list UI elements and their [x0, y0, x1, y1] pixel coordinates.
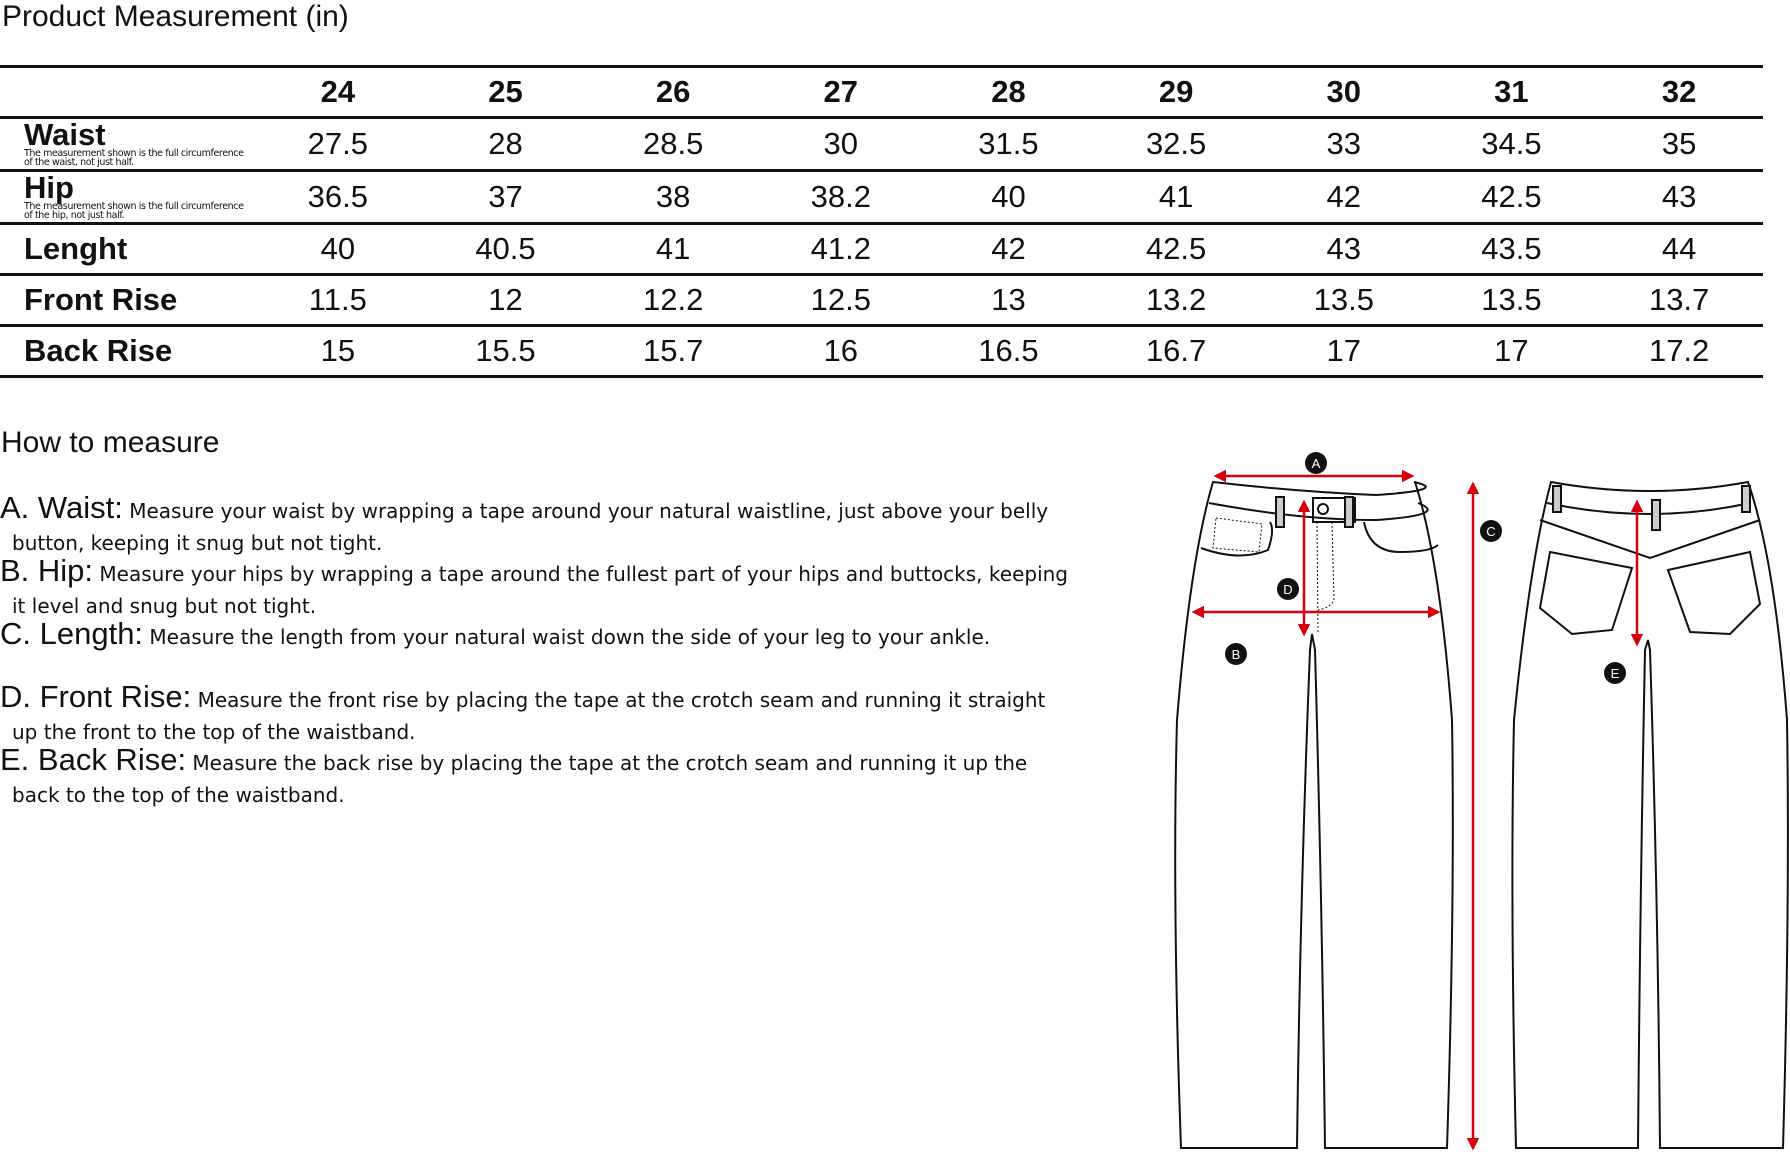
back-jeans	[1512, 482, 1788, 1148]
measurement-cell: 40.5	[422, 224, 590, 275]
marker-a-label: A	[1311, 456, 1321, 471]
row-label: Lenght	[24, 231, 128, 266]
measurement-cell: 42	[925, 224, 1093, 275]
measurement-cell: 31.5	[925, 118, 1093, 171]
measurement-cell: 17	[1428, 326, 1596, 377]
instruction-label: E. Back Rise:	[0, 742, 187, 777]
measurement-cell: 44	[1595, 224, 1763, 275]
instruction-text: Measure the length from your natural waist down the side of your leg to your ankle.	[149, 625, 991, 649]
instruction-text: Measure your hips by wrapping a tape around the fullest part of your hips and buttocks, keeping	[99, 562, 1068, 586]
row-note: The measurement shown is the full circumference of the waist, not just half.	[24, 148, 244, 168]
row-label: Hip	[24, 170, 74, 205]
measurement-cell: 41.2	[757, 224, 925, 275]
measurement-cell: 37	[422, 171, 590, 224]
measurement-cell: 13.5	[1260, 275, 1428, 326]
measurement-cell: 43	[1595, 171, 1763, 224]
marker-d-label: D	[1283, 582, 1293, 597]
instruction-text-cont: button, keeping it snug but not tight.	[12, 530, 383, 555]
size-header: 32	[1595, 67, 1763, 118]
measurement-cell: 16.7	[1092, 326, 1260, 377]
measurement-cell: 42	[1260, 171, 1428, 224]
measurement-cell: 11.5	[254, 275, 422, 326]
measurement-cell: 12	[422, 275, 590, 326]
measurement-cell: 13	[925, 275, 1093, 326]
measurement-cell: 32.5	[1092, 118, 1260, 171]
measurement-cell: 13.5	[1428, 275, 1596, 326]
row-label: Back Rise	[24, 333, 173, 368]
instruction-text-cont: it level and snug but not tight.	[12, 593, 317, 618]
measurement-cell: 40	[925, 171, 1093, 224]
front-jeans	[1175, 482, 1453, 1148]
instruction-text-cont: back to the top of the waistband.	[12, 782, 345, 807]
measurement-cell: 41	[1092, 171, 1260, 224]
how-to-heading: How to measure	[1, 426, 220, 459]
measurement-cell: 43	[1260, 224, 1428, 275]
size-header: 24	[254, 67, 422, 118]
measurement-cell: 13.2	[1092, 275, 1260, 326]
size-header: 28	[925, 67, 1093, 118]
size-header: 27	[757, 67, 925, 118]
marker-b-label: B	[1231, 647, 1241, 662]
row-label: Front Rise	[24, 282, 178, 317]
measurement-cell: 42.5	[1428, 171, 1596, 224]
measurement-cell: 33	[1260, 118, 1428, 171]
measurement-cell: 42.5	[1092, 224, 1260, 275]
measurement-cell: 28.5	[589, 118, 757, 171]
measurement-cell: 27.5	[254, 118, 422, 171]
size-header: 30	[1260, 67, 1428, 118]
size-header: 29	[1092, 67, 1260, 118]
measurement-cell: 15.5	[422, 326, 590, 377]
instruction-text: Measure the back rise by placing the tape at the crotch seam and running it up the	[192, 751, 1028, 775]
measurement-cell: 30	[757, 118, 925, 171]
measurement-cell: 40	[254, 224, 422, 275]
page-title: Product Measurement (in)	[2, 0, 349, 33]
measurement-cell: 35	[1595, 118, 1763, 171]
measure-arrows	[1194, 476, 1637, 1148]
measurement-cell: 13.7	[1595, 275, 1763, 326]
measurement-cell: 12.5	[757, 275, 925, 326]
instruction-text-cont: up the front to the top of the waistband.	[12, 719, 416, 744]
measurement-cell: 17	[1260, 326, 1428, 377]
row-label: Waist	[24, 117, 106, 152]
measurement-cell: 38.2	[757, 171, 925, 224]
row-note: The measurement shown is the full circumference of the hip, not just half.	[24, 201, 244, 221]
instruction-text: Measure the front rise by placing the tape at the crotch seam and running it straight	[197, 688, 1046, 712]
instruction-label: D. Front Rise:	[0, 679, 192, 714]
size-header: 26	[589, 67, 757, 118]
instruction-text: Measure your waist by wrapping a tape around your natural waistline, just above your belly	[129, 499, 1049, 523]
measurement-cell: 15.7	[589, 326, 757, 377]
size-header: 31	[1428, 67, 1596, 118]
size-header: 25	[422, 67, 590, 118]
measurement-cell: 34.5	[1428, 118, 1596, 171]
instruction-label: B. Hip:	[0, 553, 94, 588]
instruction-label: C. Length:	[0, 616, 144, 651]
measurement-cell: 38	[589, 171, 757, 224]
measurement-cell: 15	[254, 326, 422, 377]
measurement-cell: 41	[589, 224, 757, 275]
measurement-cell: 16	[757, 326, 925, 377]
instruction-label: A. Waist:	[0, 490, 123, 525]
marker-e-label: E	[1610, 666, 1620, 681]
measurement-cell: 36.5	[254, 171, 422, 224]
marker-c-label: C	[1486, 524, 1496, 539]
measurement-cell: 16.5	[925, 326, 1093, 377]
measurement-cell: 28	[422, 118, 590, 171]
measurement-cell: 43.5	[1428, 224, 1596, 275]
measurement-cell: 12.2	[589, 275, 757, 326]
measurement-cell: 17.2	[1595, 326, 1763, 377]
